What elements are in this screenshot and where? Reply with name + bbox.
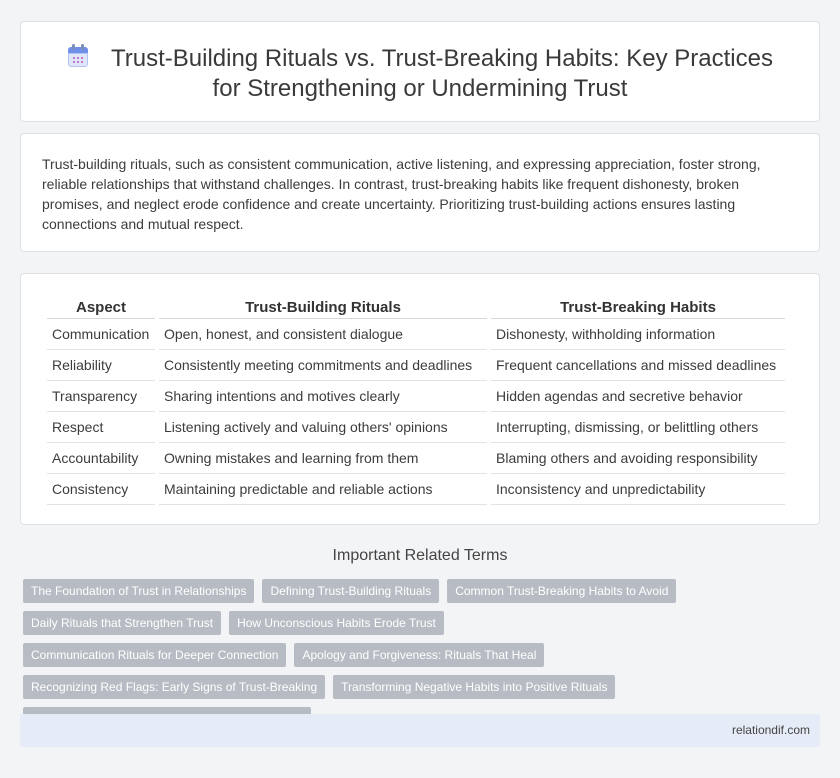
header-trust-breaking: Trust-Breaking Habits — [491, 296, 785, 319]
page-title: Trust-Building Rituals vs. Trust-Breaking Habits: Key Practices for Strengthening or Undermining Trust — [110, 45, 773, 102]
cell-breaking: Blaming others and avoiding responsibility — [491, 443, 785, 474]
comparison-table — [43, 296, 789, 505]
header-card — [20, 21, 820, 122]
related-term-link[interactable]: Communication Rituals for Deeper Connection — [23, 643, 286, 667]
intro-card — [20, 133, 820, 252]
table-row — [47, 381, 785, 412]
table-header-row — [47, 296, 785, 319]
table-row — [47, 443, 785, 474]
related-term-link[interactable]: Apology and Forgiveness: Rituals That Heal — [294, 643, 544, 667]
calendar-icon — [67, 44, 89, 68]
cell-breaking: Hidden agendas and secretive behavior — [491, 381, 785, 412]
cell-aspect: Reliability — [47, 350, 155, 381]
cell-aspect: Consistency — [47, 474, 155, 505]
table-row — [47, 474, 785, 505]
footer — [20, 714, 820, 747]
cell-aspect: Respect — [47, 412, 155, 443]
footer-site-name[interactable]: relationdif.com — [731, 723, 810, 737]
cell-building: Listening actively and valuing others' opinions — [159, 412, 487, 443]
related-term-link[interactable]: The Foundation of Trust in Relationships — [23, 579, 254, 603]
related-term-link[interactable]: Common Trust-Breaking Habits to Avoid — [447, 579, 676, 603]
comparison-card — [20, 273, 820, 525]
related-term-link[interactable]: Recognizing Red Flags: Early Signs of Trust-Breaking — [23, 675, 325, 699]
cell-breaking: Frequent cancellations and missed deadlines — [491, 350, 785, 381]
related-term-link[interactable]: Daily Rituals that Strengthen Trust — [23, 611, 221, 635]
cell-building: Owning mistakes and learning from them — [159, 443, 487, 474]
cell-building: Maintaining predictable and reliable actions — [159, 474, 487, 505]
cell-breaking: Inconsistency and unpredictability — [491, 474, 785, 505]
table-row — [47, 319, 785, 350]
related-terms-list — [23, 579, 713, 731]
header-aspect: Aspect — [47, 296, 155, 319]
related-term-link[interactable]: Defining Trust-Building Rituals — [262, 579, 439, 603]
table-row — [47, 412, 785, 443]
related-term-link[interactable]: How Unconscious Habits Erode Trust — [229, 611, 444, 635]
cell-aspect: Accountability — [47, 443, 155, 474]
cell-building: Consistently meeting commitments and deadlines — [159, 350, 487, 381]
cell-building: Open, honest, and consistent dialogue — [159, 319, 487, 350]
cell-breaking: Dishonesty, withholding information — [491, 319, 785, 350]
header-trust-building: Trust-Building Rituals — [159, 296, 487, 319]
page-header — [21, 44, 819, 104]
cell-breaking: Interrupting, dismissing, or belittling others — [491, 412, 785, 443]
cell-aspect: Transparency — [47, 381, 155, 412]
related-terms-title: Important Related Terms — [332, 547, 508, 564]
intro-paragraph: Trust-building rituals, such as consistent communication, active listening, and expressing appreciation, foster strong, reliable relationships that withstand challenges. In contrast, trust-breaking habits like frequent dishonesty, broken promises, and neglect erode confidence and create uncertainty. Prioritizing trust-building actions ensures lasting connections and mutual respect. — [42, 156, 761, 232]
related-term-link[interactable]: Transforming Negative Habits into Positive Rituals — [333, 675, 615, 699]
cell-building: Sharing intentions and motives clearly — [159, 381, 487, 412]
table-row — [47, 350, 785, 381]
cell-aspect: Communication — [47, 319, 155, 350]
